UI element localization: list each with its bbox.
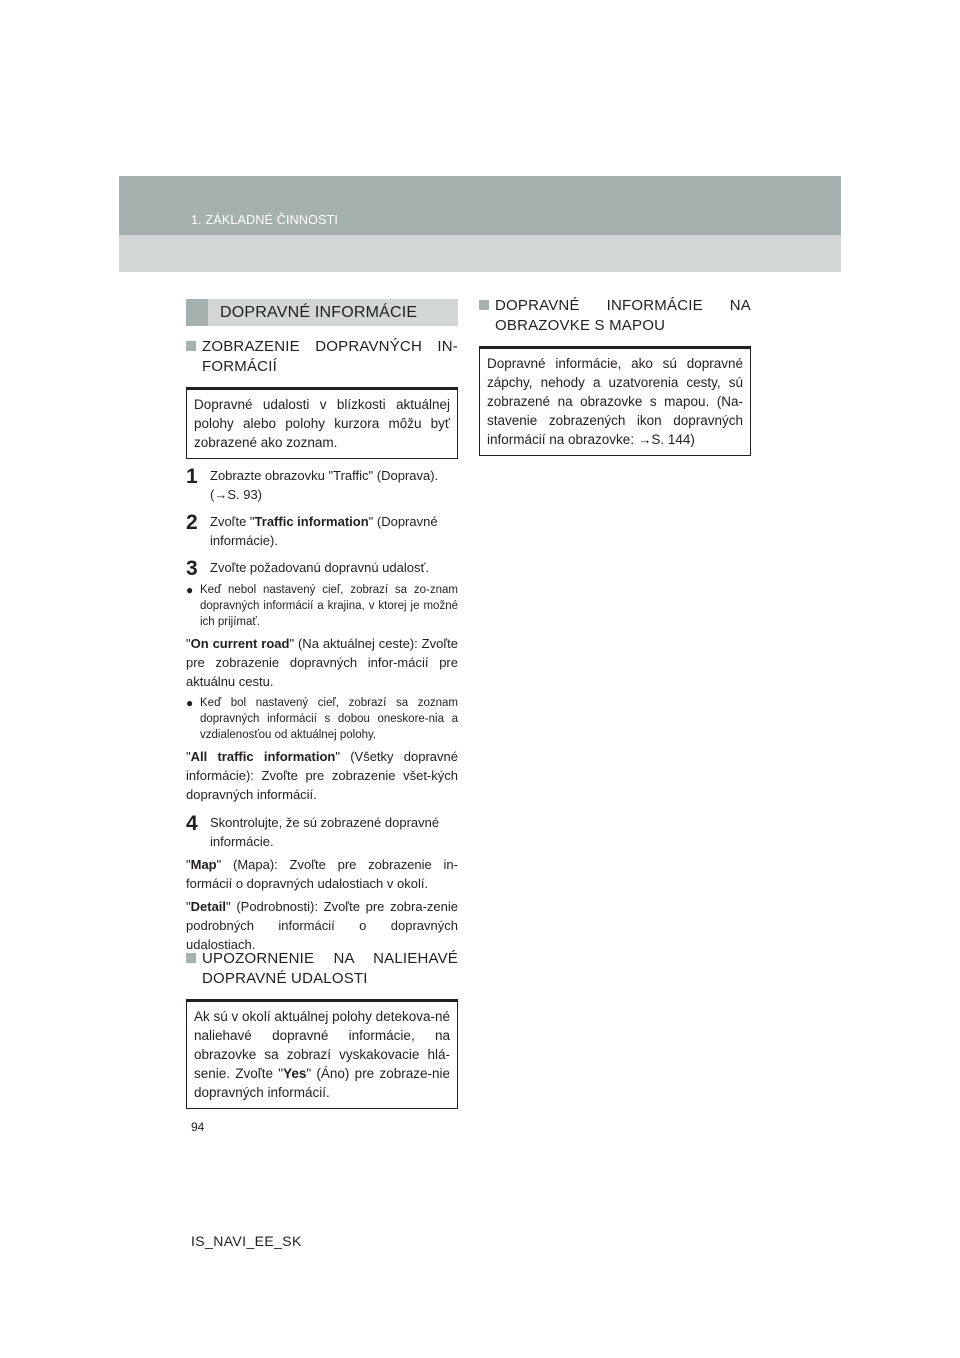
step-text: Zvoľte požadovanú dopravnú udalosť. <box>210 560 429 575</box>
step-1 <box>186 466 458 504</box>
step-3 <box>186 558 458 579</box>
para-text: " <box>186 749 191 764</box>
subhead-text: ZOBRAZENIE DOPRAVNÝCH IN-FORMÁCIÍ <box>202 338 458 375</box>
subhead-map-traffic <box>479 296 751 336</box>
bullet-text: Keď nebol nastavený cieľ, zobrazí sa zo-znam dopravných informácií a krajina, v ktorej je možné ich prijímať. <box>200 584 458 628</box>
box-text: Ak sú v okolí aktuálnej polohy detekova-né naliehavé dopravné informácie, na obrazovke sa zobrazí vyskakovacie hlá-senie. Zvoľte " <box>194 1009 450 1081</box>
info-box-text: Dopravné informácie, ako sú dopravné zápchy, nehody a uzatvorenia cesty, sú zobrazené na obrazovke s mapou. (Na-stavenie zobrazených ikon dopravných informácií na obrazovke: →S. 144) <box>479 346 751 456</box>
document-code: IS_NAVI_EE_SK <box>191 1233 302 1249</box>
para-detail <box>186 897 458 954</box>
para-on-current-road <box>186 634 458 691</box>
square-bullet-icon <box>479 300 489 310</box>
subhead-urgent-events <box>186 949 458 989</box>
para-text: " (Na aktuálnej ceste): Zvoľte pre zobrazenie dopravných infor-mácií pre aktuálnu cestu. <box>186 636 458 689</box>
keyword-map: Map <box>190 857 217 872</box>
step-text: Skontrolujte, že sú zobrazené dopravné informácie. <box>210 815 440 849</box>
chapter-title: 1. ZÁKLADNÉ ČINNOSTI <box>191 213 339 227</box>
para-text: " (Mapa): Zvoľte pre zobrazenie in-formácií o dopravných udalostiach v okolí. <box>186 857 458 891</box>
bullet-dot-icon: ● <box>186 696 194 710</box>
keyword-detail: Detail <box>190 899 227 914</box>
step-number: 4 <box>186 812 198 835</box>
subhead-text: DOPRAVNÉ INFORMÁCIE NA OBRAZOVKE S MAPOU <box>495 297 751 334</box>
header-band-bottom <box>119 235 841 272</box>
info-box-2 <box>186 999 458 1109</box>
square-bullet-icon <box>186 953 196 963</box>
para-map <box>186 855 458 893</box>
keyword-traffic-information: Traffic information <box>254 514 369 529</box>
info-box-text <box>186 999 458 1109</box>
section-title: DOPRAVNÉ INFORMÁCIE <box>220 303 418 321</box>
para-all-traffic-information <box>186 747 458 804</box>
step-number: 2 <box>186 511 198 534</box>
bullet-note-2 <box>186 695 458 743</box>
square-bullet-icon <box>186 341 196 351</box>
keyword-yes: Yes <box>283 1066 307 1081</box>
subhead-display-traffic <box>186 337 458 377</box>
box-text: " (Áno) pre zobraze-nie dopravných informácií. <box>194 1066 450 1100</box>
subhead-text: UPOZORNENIE NA NALIEHAVÉ DOPRAVNÉ UDALOSTI <box>202 950 458 987</box>
keyword-all-traffic-information: All traffic information <box>190 749 336 764</box>
step-text: Zvoľte " <box>210 514 255 529</box>
info-box-1 <box>186 387 458 459</box>
info-box-right <box>479 346 751 456</box>
para-text: " <box>186 857 191 872</box>
step-2 <box>186 512 458 550</box>
para-text: " (Všetky dopravné informácie): Zvoľte pre zobrazenie všet-kých dopravných informácií. <box>186 749 458 802</box>
para-text: " <box>186 899 191 914</box>
page-number: 94 <box>191 1120 205 1134</box>
para-text: " (Podrobnosti): Zvoľte pre zobra-zenie podrobných informácií o dopravných udalostiach. <box>186 899 458 952</box>
info-box-text: Dopravné udalosti v blízkosti aktuálnej polohy alebo polohy kurzora môžu byť zobrazené ako zoznam. <box>186 387 458 459</box>
step-text: " (Dopravné informácie). <box>210 514 438 548</box>
section-bar-traffic <box>186 299 458 326</box>
steps-block <box>186 466 458 954</box>
bullet-text: Keď bol nastavený cieľ, zobrazí sa zoznam dopravných informácií s dobou oneskore-nia a vzdialenosťou od aktuálnej polohy. <box>200 697 458 741</box>
para-text: " <box>186 636 191 651</box>
step-number: 1 <box>186 465 198 488</box>
bullet-note-1 <box>186 582 458 630</box>
step-4 <box>186 813 458 851</box>
section-marker <box>186 299 208 326</box>
bullet-dot-icon: ● <box>186 583 194 597</box>
keyword-on-current-road: On current road <box>190 636 290 651</box>
step-number: 3 <box>186 557 198 580</box>
step-text: Zobrazte obrazovku "Traffic" (Doprava). (→S. 93) <box>210 468 439 502</box>
